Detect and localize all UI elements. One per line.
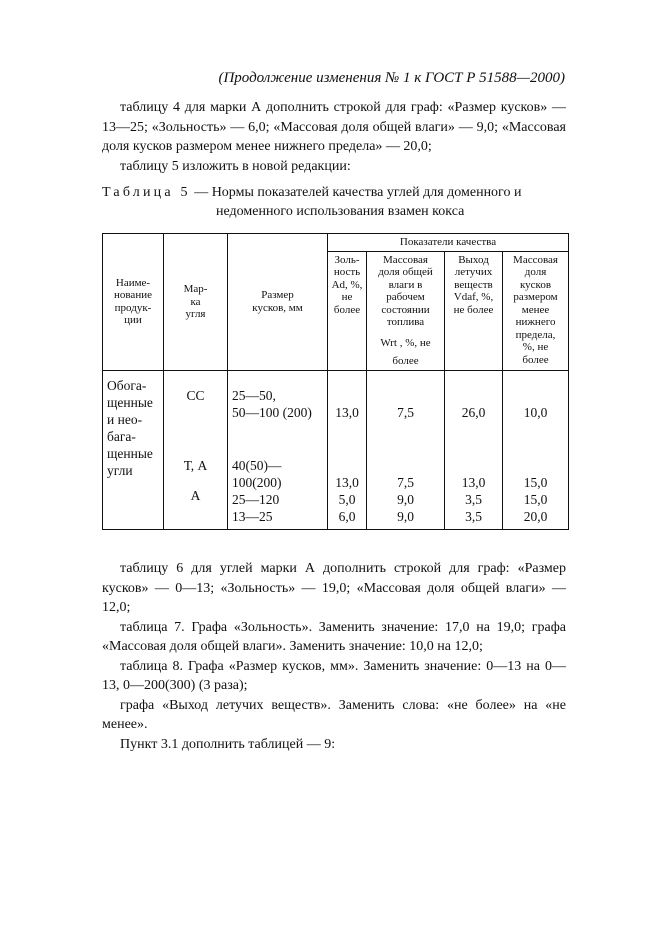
top-text: [102, 98, 566, 176]
product-cell: Обога- щенные и нео- бага- щенные угли: [103, 370, 164, 529]
col-header-ash: Золь- ность Ad, %, не более: [328, 251, 367, 370]
caption-line1: Нормы показателей качества углей для доменного и: [211, 185, 522, 200]
group-header-quality: Показатели качества: [328, 234, 569, 252]
paragraph: таблица 7. Графа «Зольность». Заменить значение: 17,0 на 19,0; графа «Массовая доля общей влаги». Заменить значение: 10,0 на 12,0;: [102, 619, 566, 654]
size-cell: 25—50, 50—100 (200) 40(50)— 100(200) 25—120 13—25: [228, 370, 328, 529]
paragraph: графа «Выход летучих веществ». Заменить слова: «не более» на «не менее».: [102, 697, 566, 732]
volatile-cell: 26,0 13,0 3,5 3,5: [445, 370, 503, 529]
col-header-moisture: Массовая доля общей влаги в рабочем состоянии топлива Wrt , %, не более: [367, 251, 445, 370]
page-header: (Продолжение изменения № 1 к ГОСТ Р 51588—2000): [218, 70, 565, 86]
fines-cell: 10,0 15,0 15,0 20,0: [503, 370, 569, 529]
ash-cell: 13,0 13,0 5,0 6,0: [328, 370, 367, 529]
paragraph: таблицу 4 для марки А дополнить строкой для граф: «Размер кусков» — 13—25; «Зольность» — 6,0; «Массовая доля общей влаги» — 9,0; «Массовая доля кусков размером менее нижнего предела» — 20,0;: [102, 100, 566, 154]
col-header-volatile: Выход летучих веществ Vdaf, %, не более: [445, 251, 503, 370]
paragraph: таблица 8. Графа «Размер кусков, мм». Заменить значение: 0—13 на 0—13, 0—200(300) (3 раза);: [102, 658, 566, 693]
moisture-cell: 7,5 7,5 9,0 9,0: [367, 370, 445, 529]
paragraph: Пункт 3.1 дополнить таблицей — 9:: [120, 736, 336, 752]
quality-table: [102, 233, 569, 530]
col-header-brand: Мар- ка угля: [164, 234, 228, 371]
paragraph: таблицу 5 изложить в новой редакции:: [120, 158, 351, 174]
col-header-fines: Массовая доля кусков размером менее нижнего предела, %, не более: [503, 251, 569, 370]
brand-cell: СС Т, А А: [164, 370, 228, 529]
col-header-product: Наиме- нование продук- ции: [103, 234, 164, 371]
col-header-size: Размер кусков, мм: [228, 234, 328, 371]
table-label: Таблица 5: [102, 185, 191, 200]
paragraph: таблицу 6 для углей марки А дополнить строкой для граф: «Размер кусков» — 0—13; «Зольность» — 19,0; «Массовая доля общей влаги» — 12,0;: [102, 561, 566, 615]
bottom-text: [102, 559, 566, 754]
caption-dash: —: [194, 185, 209, 200]
caption-line2: недоменного использования взамен кокса: [216, 204, 465, 219]
table-body-row: [103, 370, 569, 529]
table-caption: [102, 183, 566, 221]
